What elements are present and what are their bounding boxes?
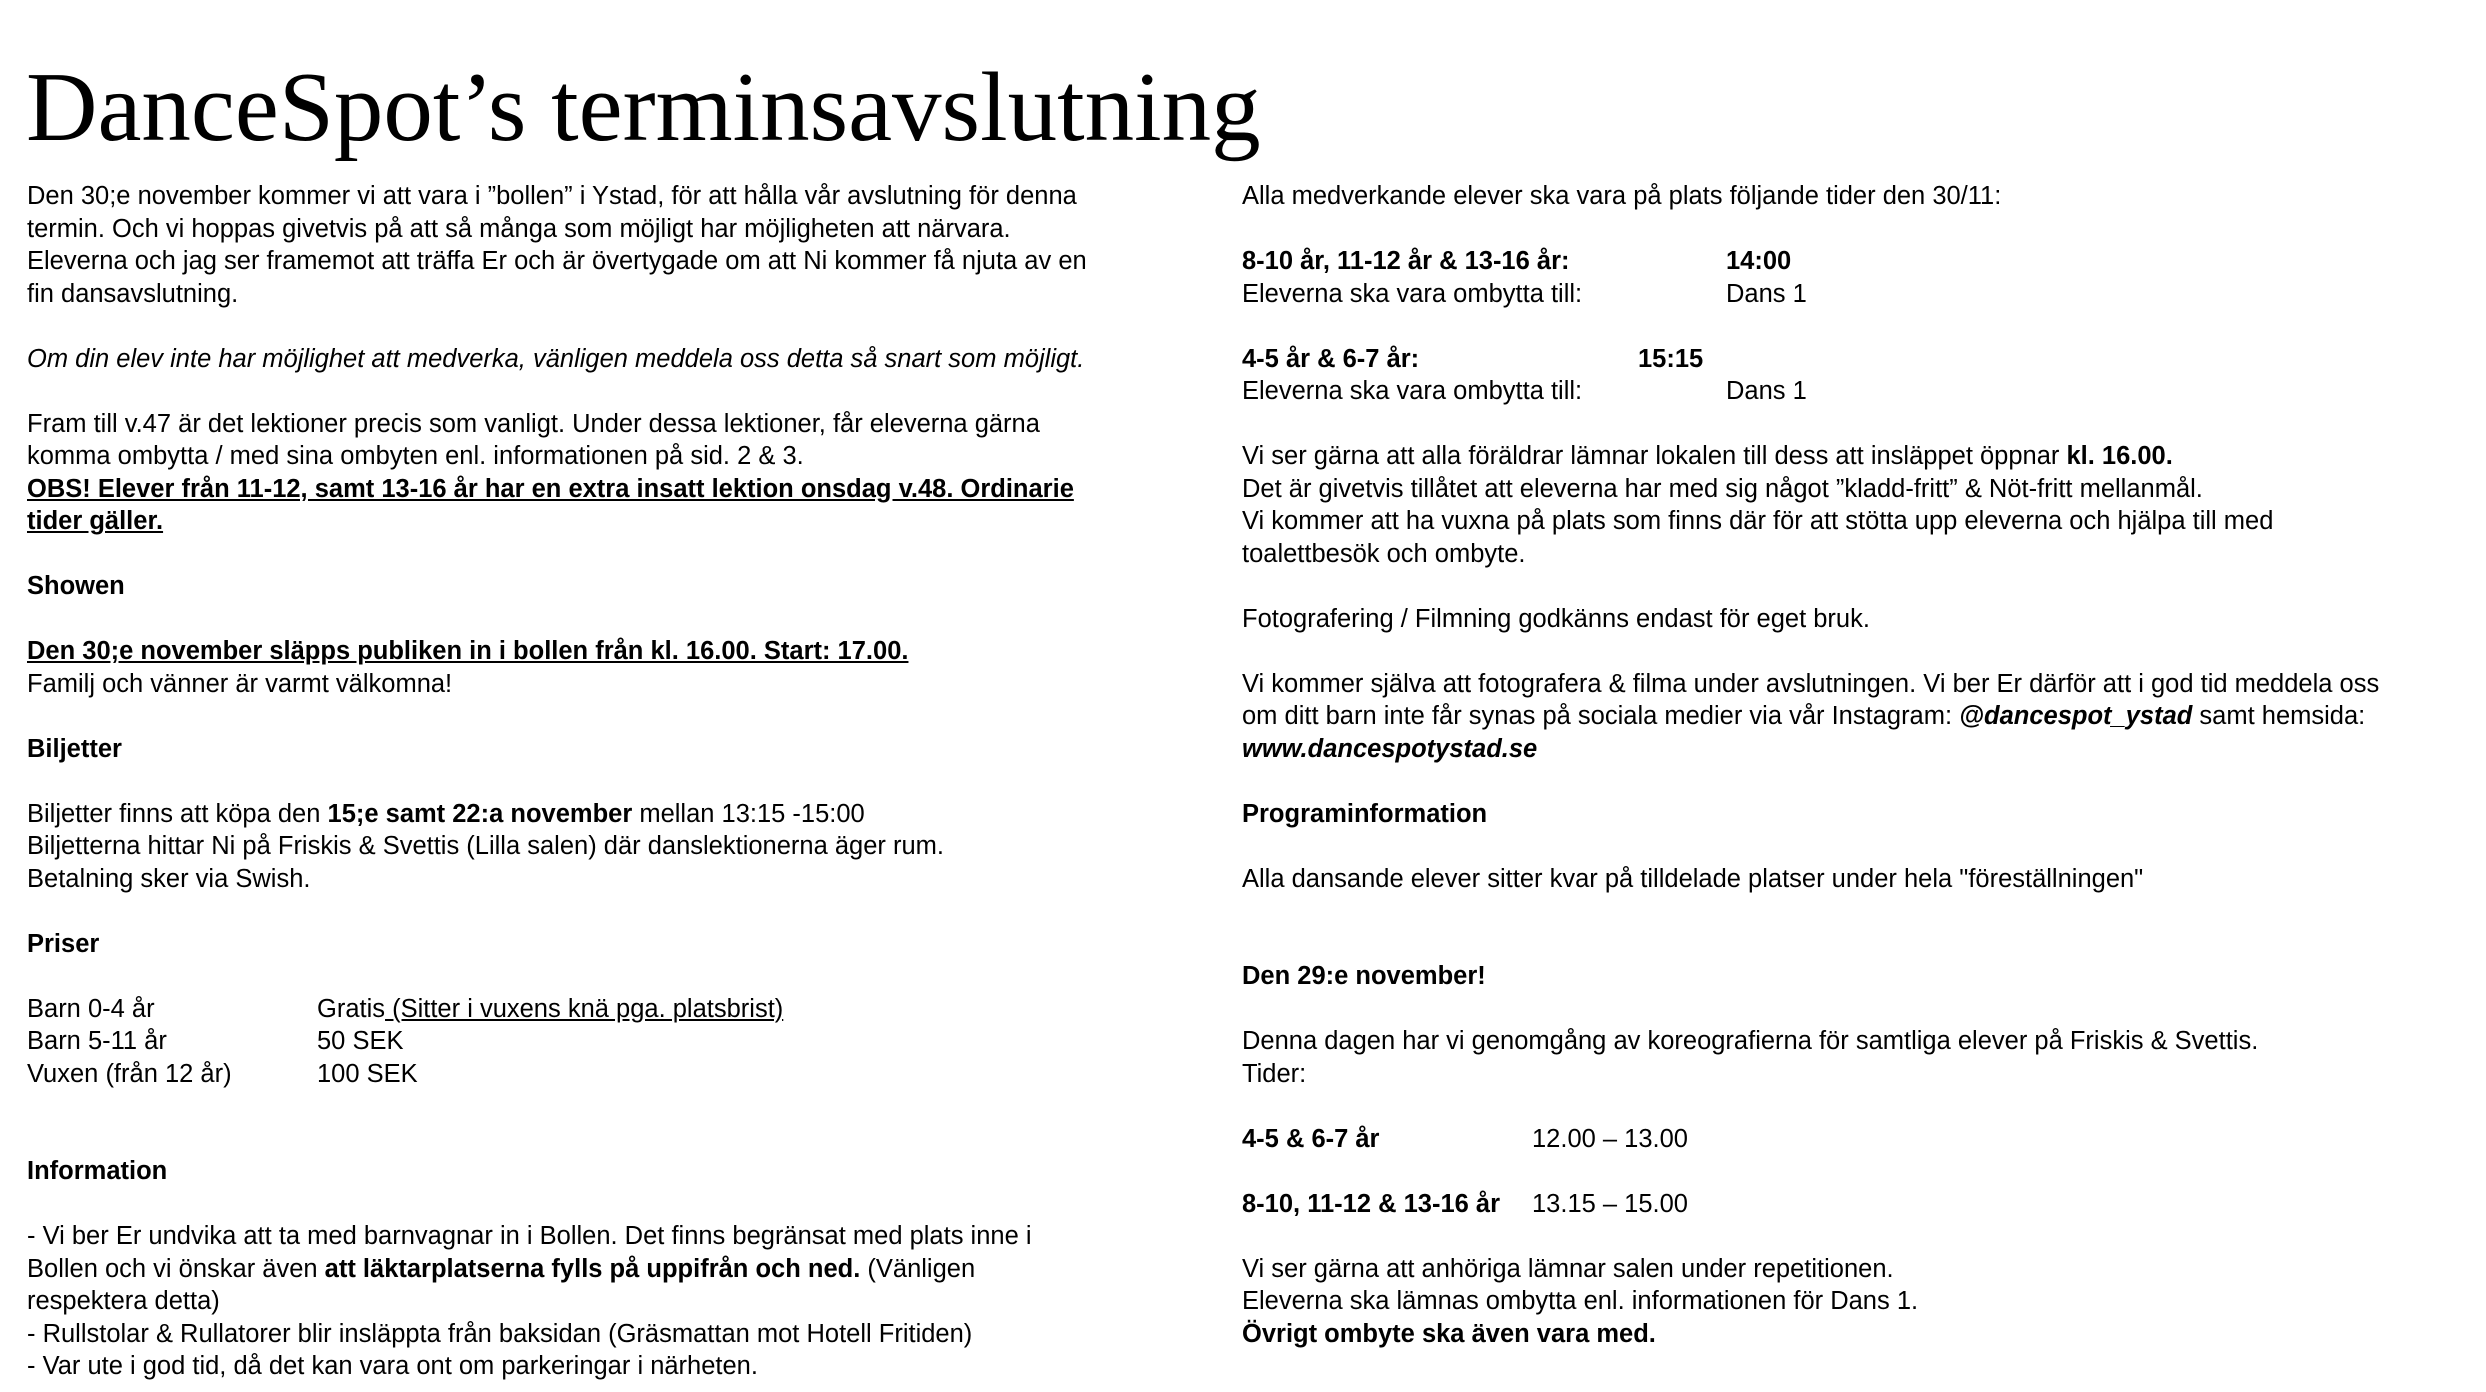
arrival-group-row: 8-10 år, 11-12 år & 13-16 år: 14:00 (1242, 247, 1792, 275)
instagram-handle: @dancespot_ystad (1959, 702, 2193, 730)
page-title: DanceSpot’s terminsavslutning (26, 53, 1261, 162)
tickets-payment: Betalning sker via Swish. (27, 864, 311, 893)
parents-line: Vi kommer att ha vuxna på plats som finns där för att stötta upp eleverna och hjälpa till med (1242, 507, 2274, 535)
intro-line: fin dansavslutning. (27, 279, 239, 308)
intro-line: termin. Och vi hoppas givetvis på att så många som möjligt har möjligheten att närvara. (27, 214, 1011, 243)
prices-heading: Priser (27, 929, 100, 958)
show-welcome: Familj och vänner är varmt välkomna! (27, 669, 453, 698)
rehearsal-heading: Den 29:e november! (1242, 962, 1486, 990)
info-heading: Information (27, 1157, 168, 1185)
info-line: - Vi ber Er undvika att ta med barnvagnar in i Bollen. Det finns begränsat med plats inne i (27, 1222, 1032, 1250)
right-column (1242, 180, 2477, 1350)
rehearsal-line: Tider: (1242, 1059, 1307, 1088)
intro-line: Den 30;e november kommer vi att vara i ”bollen” i Ystad, för att hålla vår avslutning för denna (27, 182, 1077, 210)
photo-line: Vi kommer själva att fotografera & filma under avslutningen. Vi ber Er därför att i god tid meddela oss (1242, 669, 2380, 698)
obs-line: tider gäller. (27, 507, 164, 535)
show-heading: Showen (27, 572, 125, 600)
tickets-location: Biljetterna hittar Ni på Friskis & Svettis (Lilla salen) där danslektionerna äger rum. (27, 832, 944, 860)
left-column (27, 180, 1177, 1383)
closing-line: Övrigt ombyte ska även vara med. (1242, 1319, 1656, 1348)
intro-line: Eleverna och jag ser framemot att träffa Er och är övertygade om att Ni kommer få njuta av en (27, 247, 1087, 275)
photo-note: Fotografering / Filmning godkänns endast för eget bruk. (1242, 604, 1870, 633)
rehearsal-time-row: 4-5 & 6-7 år 12.00 – 13.00 (1242, 1124, 1688, 1153)
arrival-group-row: 4-5 år & 6-7 år: 15:15 (1242, 344, 1704, 373)
rehearsal-time-row: 8-10, 11-12 & 13-16 år 13.15 – 15.00 (1242, 1189, 1688, 1218)
info-line: - Rullstolar & Rullatorer blir insläppta från baksidan (Gräsmattan mot Hotell Fritiden) (27, 1319, 973, 1348)
program-heading: Programinformation (1242, 799, 1488, 828)
parents-line: Vi ser gärna att alla föräldrar lämnar lokalen till dess att insläppet öppnar kl. 16.00. (1242, 442, 2173, 470)
parents-line: toalettbesök och ombyte. (1242, 539, 1526, 568)
dress-row: Eleverna ska vara ombytta till: Dans 1 (1242, 377, 1807, 405)
show-time: Den 30;e november släpps publiken in i bollen från kl. 16.00. Start: 17.00. (27, 637, 909, 665)
participation-notice: Om din elev inte har möjlighet att medverka, vänligen meddela oss detta så snart som möjligt. (27, 344, 1085, 373)
price-row: Barn 5-11 år 50 SEK (27, 1027, 404, 1055)
lessons-line: Fram till v.47 är det lektioner precis som vanligt. Under dessa lektioner, får eleverna gärna (27, 409, 1040, 438)
lessons-line: komma ombytta / med sina ombyten enl. informationen på sid. 2 & 3. (27, 442, 804, 470)
info-line: respektera detta) (27, 1287, 220, 1315)
arrival-intro: Alla medverkande elever ska vara på plats följande tider den 30/11: (1242, 182, 2002, 210)
tickets-heading: Biljetter (27, 734, 122, 763)
photo-line: om ditt barn inte får synas på sociala medier via vår Instagram: @dancespot_ystad samt hemsida: (1242, 702, 2366, 730)
obs-line: OBS! Elever från 11-12, samt 13-16 år har en extra insatt lektion onsdag v.48. Ordinarie (27, 474, 1074, 503)
parents-line: Det är givetvis tillåtet att eleverna har med sig något ”kladd-fritt” & Nöt-fritt mellanmål. (1242, 474, 2203, 503)
price-row: Barn 0-4 år Gratis (Sitter i vuxens knä pga. platsbrist) (27, 994, 784, 1023)
rehearsal-line: Denna dagen har vi genomgång av koreografierna för samtliga elever på Friskis & Svettis. (1242, 1027, 2259, 1055)
info-line: - Var ute i god tid, då det kan vara ont om parkeringar i närheten. (27, 1352, 758, 1380)
program-text: Alla dansande elever sitter kvar på tilldelade platser under hela "föreställningen" (1242, 864, 2144, 893)
website-link: www.dancespotystad.se (1242, 734, 1538, 763)
info-line: Bollen och vi önskar även att läktarplatserna fylls på uppifrån och ned. (Vänligen (27, 1254, 976, 1283)
price-row: Vuxen (från 12 år) 100 SEK (27, 1059, 418, 1088)
dress-row: Eleverna ska vara ombytta till: Dans 1 (1242, 279, 1807, 308)
tickets-dates: Biljetter finns att köpa den 15;e samt 22:a november mellan 13:15 -15:00 (27, 799, 865, 828)
closing-line: Vi ser gärna att anhöriga lämnar salen under repetitionen. (1242, 1254, 1894, 1283)
closing-line: Eleverna ska lämnas ombytta enl. informationen för Dans 1. (1242, 1287, 1919, 1315)
